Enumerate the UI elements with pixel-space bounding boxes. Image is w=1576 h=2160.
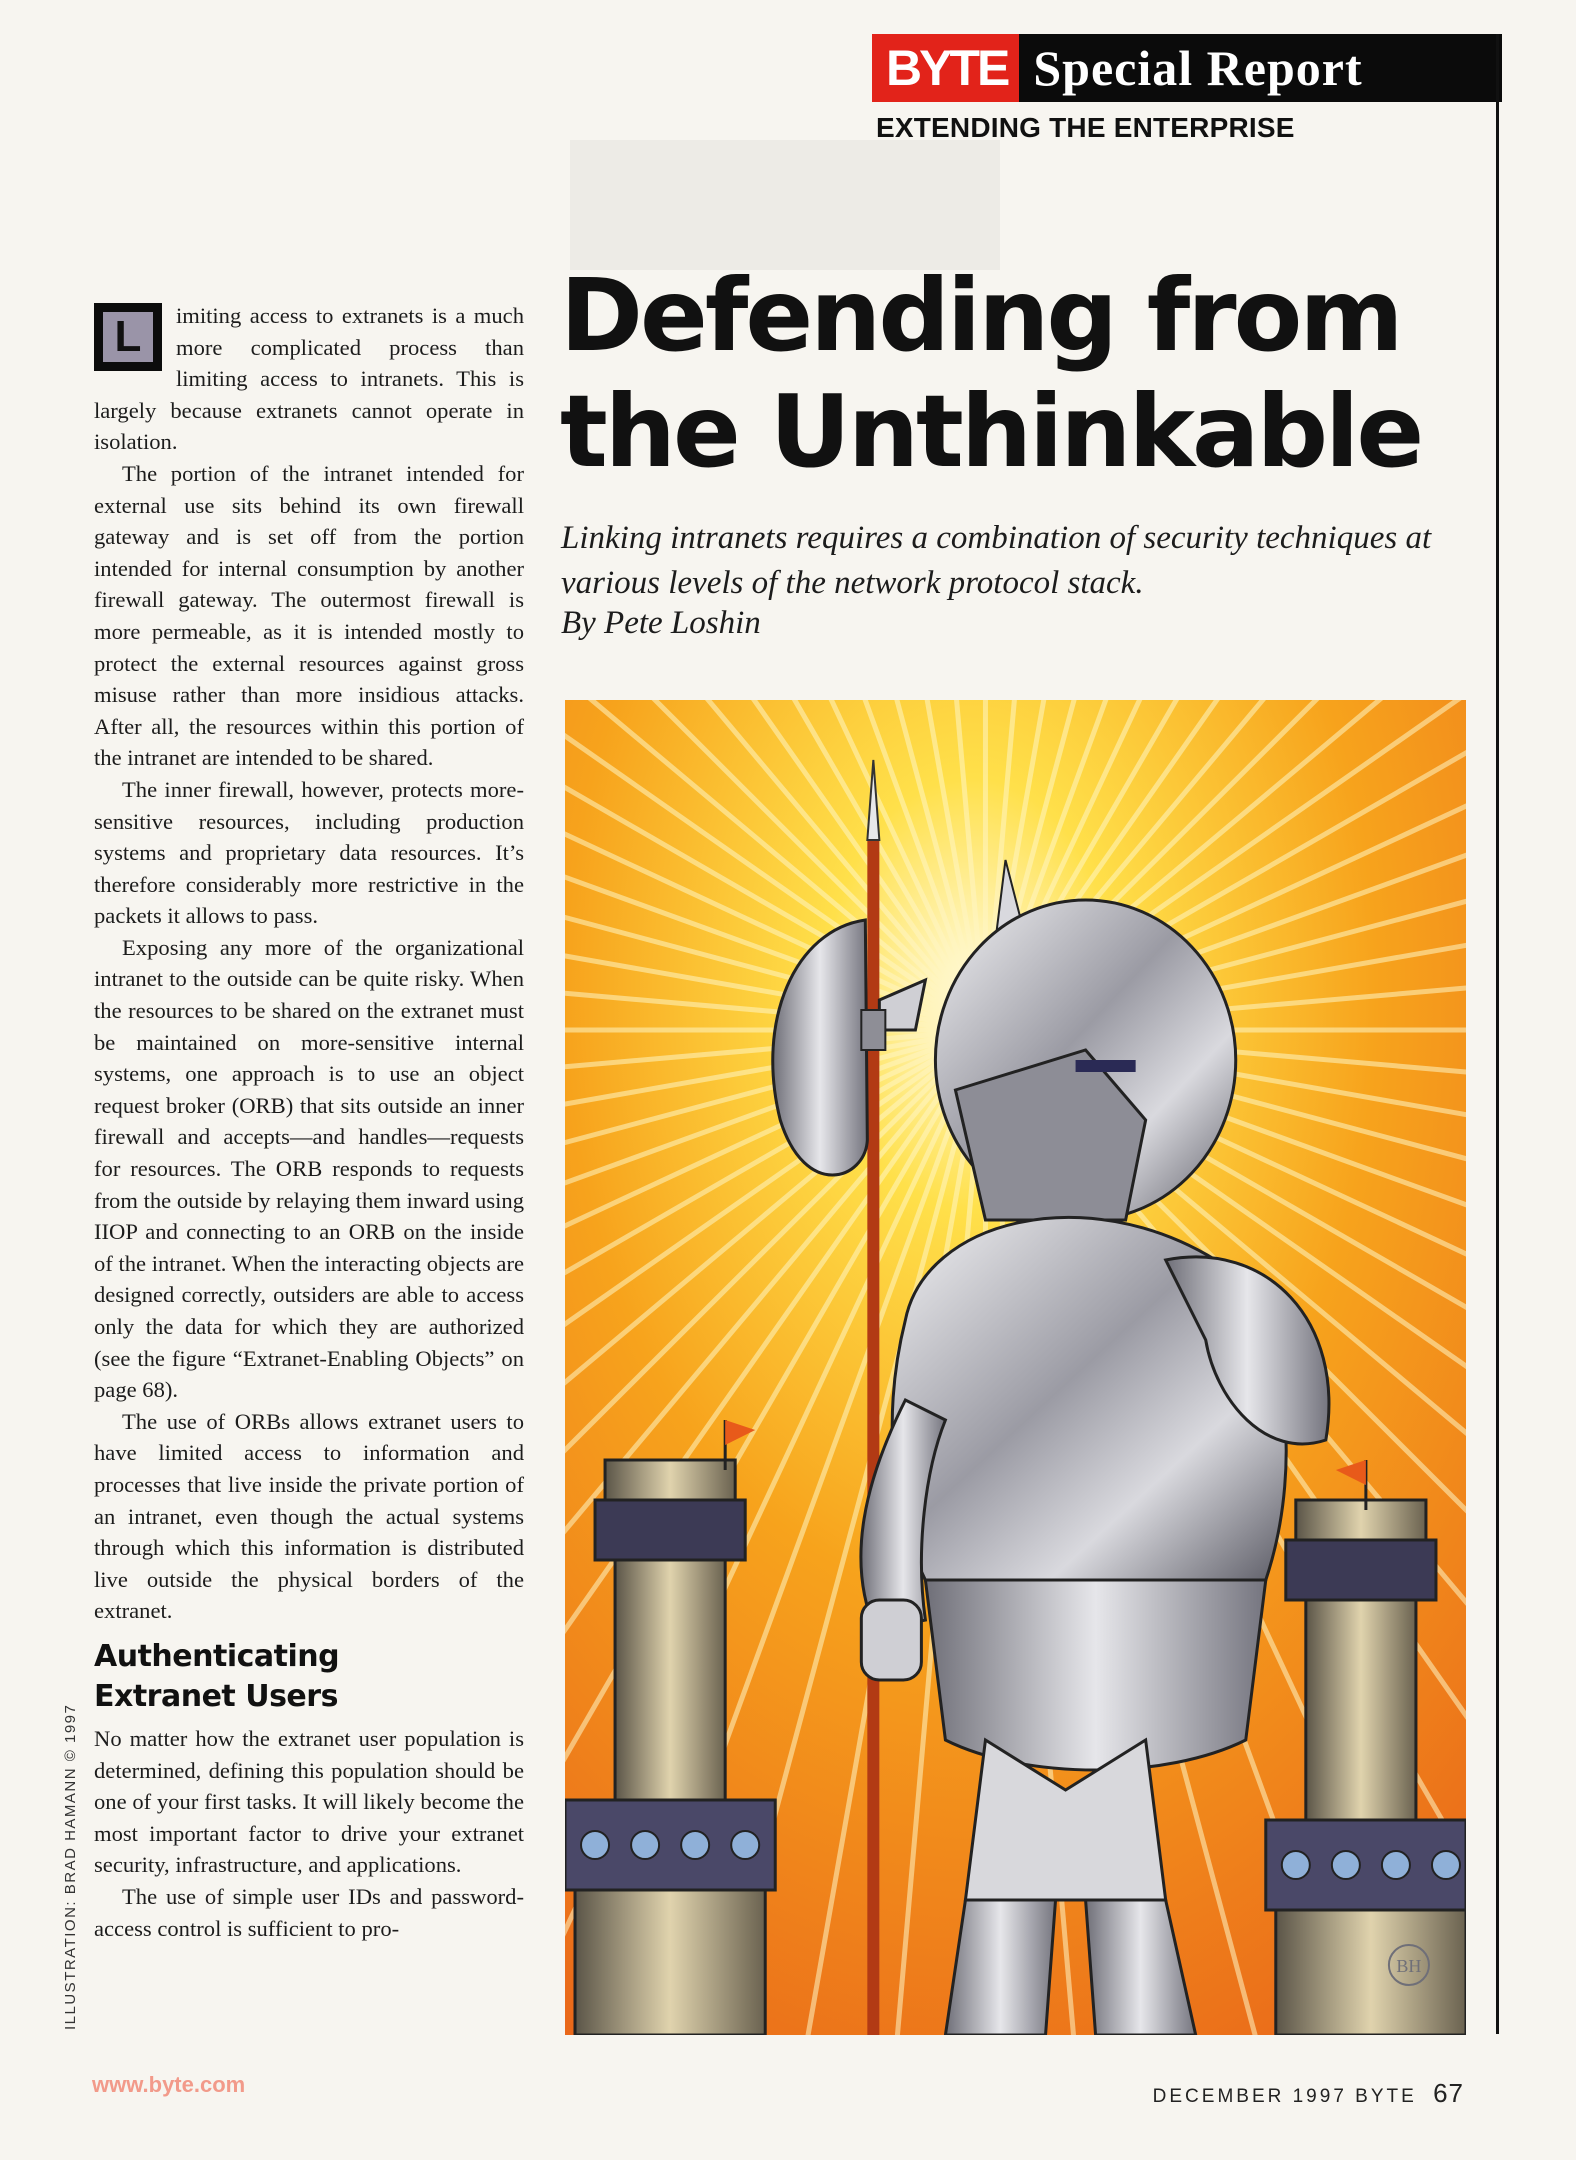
section-kicker: EXTENDING THE ENTERPRISE: [876, 112, 1295, 143]
brand-logo: BYTE: [872, 34, 1019, 102]
knight-artwork: [565, 700, 1466, 2035]
special-report-badge: [872, 34, 1502, 102]
subhead-line-1: Authenticating: [94, 1638, 340, 1674]
article-byline: By Pete Loshin: [561, 605, 761, 641]
bleed-through-box: [570, 140, 1000, 270]
paragraph-1-text: imiting access to extranets is a much more complicated process than limiting access to intranets. This is largely because extranets cannot operate in isolation.: [94, 303, 524, 455]
illustration-credit: ILLUSTRATION: BRAD HAMANN © 1997: [62, 1703, 79, 2030]
paragraph-6: No matter how the extranet user population is determined, defining this population should be one of your first tasks. It will likely become the most important factor to drive your extranet security, infrastructure, and applications.: [94, 1725, 524, 1878]
body-column: [94, 300, 524, 1944]
issue-line: DECEMBER 1997 BYTE: [1152, 2086, 1417, 2107]
article-title: [560, 258, 1490, 490]
paragraph-2: The portion of the intranet intended for external use sits behind its own firewall gateway and is set off from the portion intended for internal consumption by another firewall gateway. The outermost firewall is more permeable, as it is intended mostly to protect the external resources against gross misuse rather than more insidious attacks. After all, the resources within this portion of the intranet are intended to be shared.: [94, 460, 524, 771]
subhead-line-2: Extranet Users: [94, 1678, 338, 1714]
title-line-1: Defending from: [560, 257, 1401, 374]
paragraph-4: Exposing any more of the organizational intranet to the outside can be quite risky. When the resources to be shared on the extranet must be maintained on more-sensitive internal systems, one approach is to use an object request broker (ORB) that sits outside an inner firewall and accepts—and handles—requests for resources. The ORB responds to requests from the outside by relaying them inward using IIOP and connecting to an ORB on the inside of the intranet. When the interacting objects are designed correctly, outsiders are able to access only the data for which they are authorized (see the figure “Extranet-Enabling Objects” on page 68).: [94, 934, 524, 1403]
paragraph-7: The use of simple user IDs and password-access control is sufficient to pro-: [94, 1883, 524, 1941]
section-header: [872, 34, 1502, 144]
knight-illustration: [565, 700, 1466, 2035]
drop-cap: [94, 303, 162, 371]
vertical-rule: [1496, 34, 1499, 2034]
title-line-2: the Unthinkable: [560, 373, 1422, 490]
paragraph-5: The use of ORBs allows extranet users to have limited access to information and processes that live inside the private portion of an intranet, even though the actual systems through which this information is distributed live outside the physical borders of the extranet.: [94, 1408, 524, 1624]
drop-cap-letter: L: [103, 312, 153, 362]
section-label: Special Report: [1019, 34, 1502, 102]
page-folio: [1153, 2078, 1464, 2109]
website-url: www.byte.com: [92, 2072, 246, 2097]
subhead: [94, 1637, 524, 1717]
page-number: 67: [1433, 2078, 1464, 2108]
paragraph-3: The inner firewall, however, protects more-sensitive resources, including production systems and proprietary data resources. It’s therefore considerably more restrictive in the packets it allows to pass.: [94, 776, 524, 929]
artist-signature: BH: [1396, 1956, 1422, 1976]
article-deck: Linking intranets requires a combination of security techniques at various levels of the network protocol stack.: [561, 520, 1432, 601]
paragraph-1: [94, 300, 524, 458]
